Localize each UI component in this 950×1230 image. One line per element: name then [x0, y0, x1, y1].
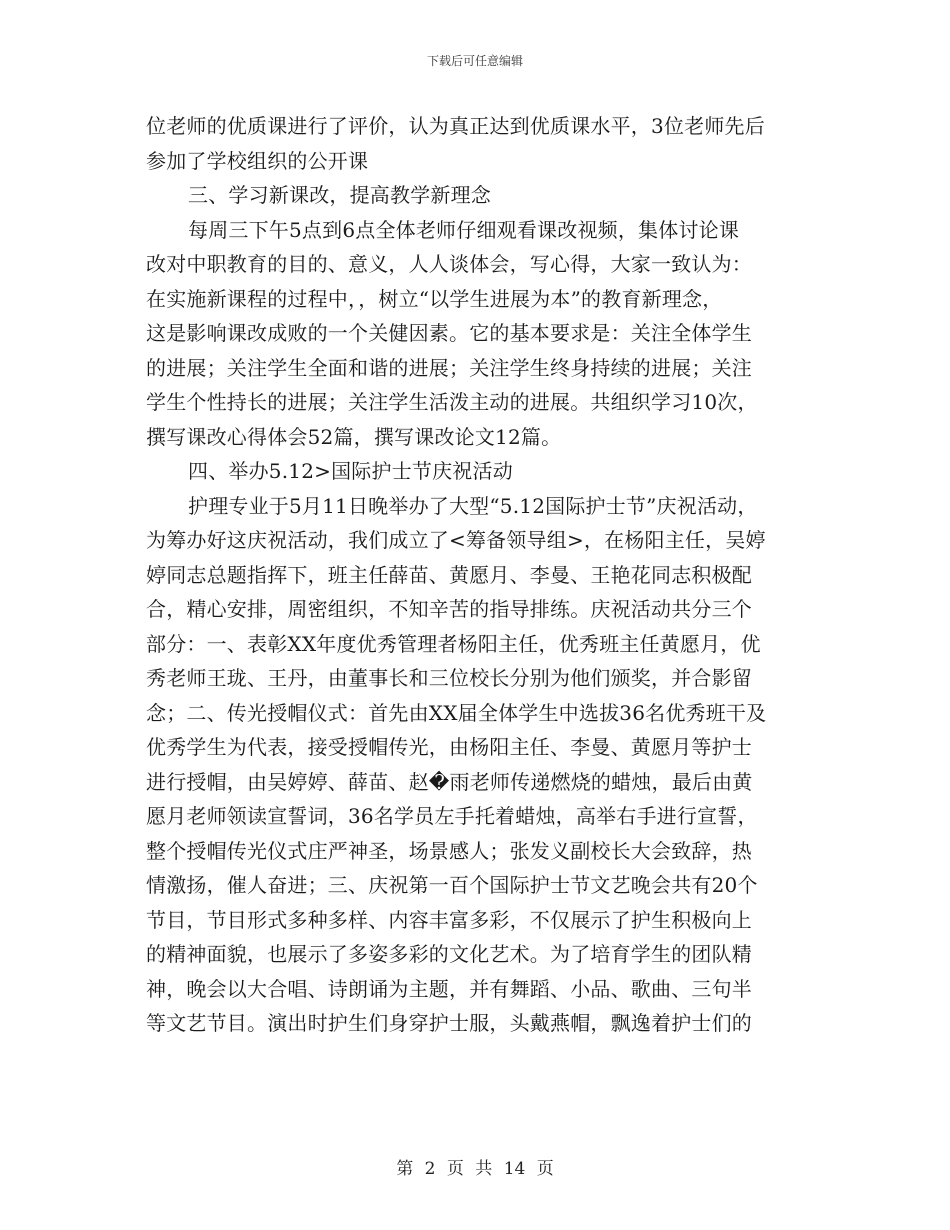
- text-line: 这是影响课改成败的一个关健因素。它的基本要求是：关注全体学生: [146, 321, 752, 345]
- document-body: [146, 109, 826, 1041]
- text-line: 念；二、传光授帽仪式：首先由XX届全体学生中选拔36名优秀班干及: [146, 700, 767, 725]
- text-line: 护理专业于5月11日晚举办了大型“5.12国际护士节”庆祝活动，: [188, 493, 758, 518]
- text-line: 愿月老师领读宣誓词，36名学员左手托着蜡烛，高举右手进行宣誓，: [146, 804, 758, 828]
- text-line: 参加了学校组织的公开课: [146, 148, 369, 173]
- text-line: 学生个性持长的进展；关注学生活泼主动的进展。共组织学习10次，: [146, 390, 758, 414]
- text-line: 改对中职教育的目的、意义，人人谈体会，写心得，大家一致认为：: [146, 252, 752, 276]
- text-line: 四、举办5.12>国际护士节庆祝活动: [188, 459, 513, 483]
- text-line: 秀老师王珑、王丹，由董事长和三位校长分别为他们颁奖，并合影留: [146, 666, 752, 690]
- text-line: 神，晚会以大合唱、诗朗诵为主题，并有舞蹈、小品、歌曲、三句半: [146, 976, 752, 1001]
- text-line: 节目，节目形式多种多样、内容丰富多彩，不仅展示了护生积极向上: [146, 907, 752, 932]
- text-line: 等文艺节目。演出时护生们身穿护士服，头戴燕帽，飘逸着护士们的: [146, 1011, 752, 1035]
- text-line: 撰写课改心得体会52篇，撰写课改论文12篇。: [146, 424, 562, 449]
- text-line: 部分：一、表彰XX年度优秀管理者杨阳主任，优秀班主任黄愿月，优: [146, 631, 761, 656]
- page-number-footer: 第 2 页 共 14 页: [396, 1159, 554, 1179]
- text-line: 合，精心安排，周密组织，不知辛苦的指导排练。庆祝活动共分三个: [146, 597, 752, 621]
- text-line: 整个授帽传光仪式庄严神圣，场景感人；张发义副校长大会致辞，热: [146, 838, 752, 863]
- text-line: 婷同志总题指挥下，班主任薛苗、黄愿月、李曼、王艳花同志积极配: [146, 562, 752, 587]
- page-header-note: 下载后可任意编辑: [426, 54, 523, 68]
- text-line: 每周三下午5点到6点全体老师仔细观看课改视频，集体讨论课: [188, 217, 740, 242]
- text-line: 的精神面貌，也展示了多姿多彩的文化艺术。为了培育学生的团队精: [146, 942, 752, 966]
- text-line: 优秀学生为代表，接受授帽传光，由杨阳主任、李曼、黄愿月等护士: [146, 735, 752, 759]
- text-line: 为筹办好这庆祝活动，我们成立了<筹备领导组>，在杨阳主任，吴婷: [146, 528, 766, 552]
- text-line: 的进展；关注学生全面和谐的进展；关注学生终身持续的进展；关注: [146, 355, 752, 380]
- text-line: 在实施新课程的过程中，，树立“以学生进展为本”的教育新理念，: [146, 286, 723, 311]
- text-line: 位老师的优质课进行了评价，认为真正达到优质课水平，3位老师先后: [146, 114, 765, 138]
- text-line: 三、学习新课改，提高教学新理念: [188, 183, 491, 207]
- text-line: 进行授帽，由吴婷婷、薛苗、赵�雨老师传递燃烧的蜡烛，最后由黄: [146, 769, 753, 794]
- text-line: 情激扬，催人奋进；三、庆祝第一百个国际护士节文艺晚会共有20个: [146, 873, 758, 897]
